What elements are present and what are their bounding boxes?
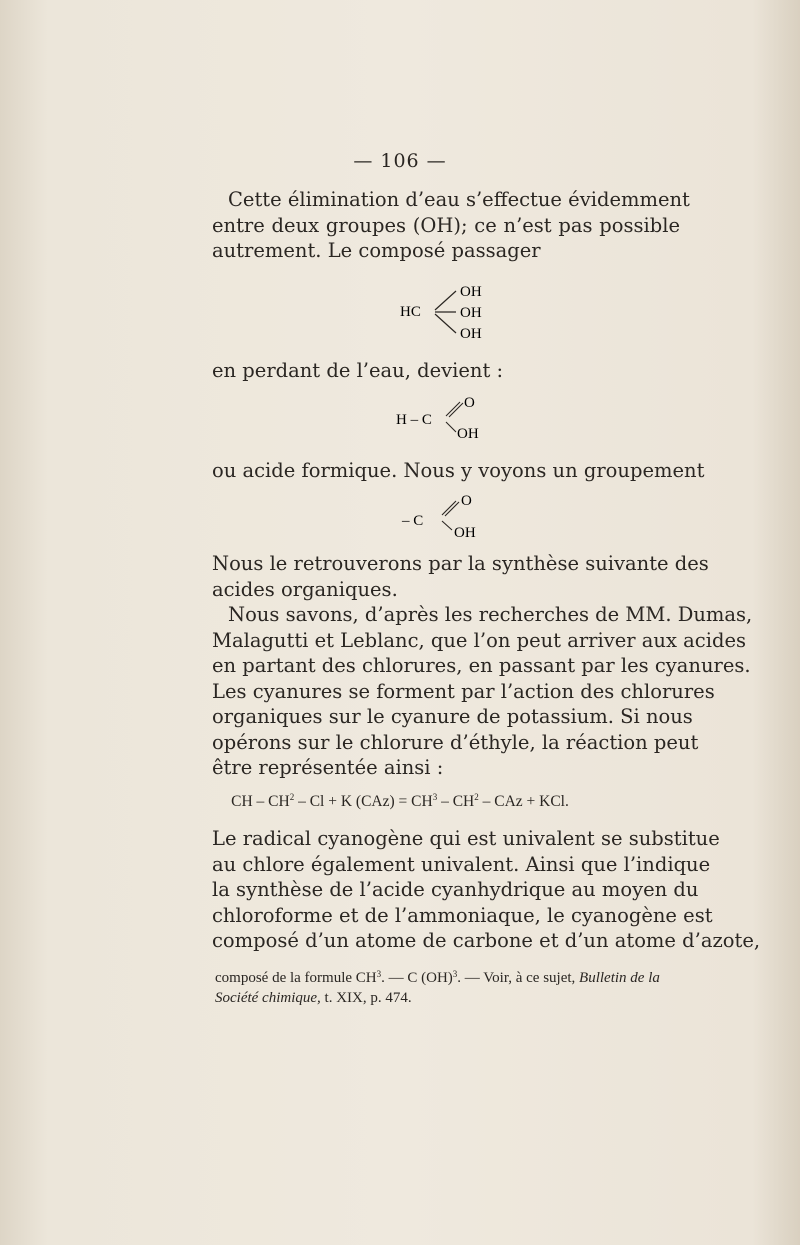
- text-line: acides organiques.: [212, 577, 398, 601]
- formula-bottom: OH: [457, 426, 479, 442]
- text-line: en perdant de l’eau, devient :: [212, 359, 504, 382]
- text-line: la synthèse de l’acide cyanhydrique au moyen du: [212, 878, 699, 901]
- formula-group: OH: [460, 326, 482, 342]
- text-line: Nous savons, d’après les recherches de MM. Dumas,: [228, 603, 753, 626]
- text-line: autrement. Le composé passager: [212, 239, 541, 262]
- formula-left: – C: [402, 513, 424, 529]
- paragraph-1: [212, 187, 690, 264]
- paragraph-4: [212, 551, 753, 781]
- formula-bottom: OH: [454, 525, 476, 541]
- formula-formic-acid: [394, 392, 504, 452]
- text-line: en partant des chlorures, en passant par les cyanures.: [212, 654, 751, 677]
- paragraph-2: [212, 358, 680, 384]
- reaction-equation: CH – $CH^2 - Cl + K$ $(CAz) = CH^3 - CH^2$ – CAz + KCl.: [231, 792, 569, 810]
- text-line: Nous le retrouverons par la synthèse suivante des: [212, 552, 709, 575]
- formula-group: OH: [460, 305, 482, 321]
- text-line: Malagutti et Leblanc, que l’on peut arriver aux acides: [212, 628, 746, 652]
- text-line: entre deux groupes (OH); ce n’est pas possible: [212, 213, 680, 237]
- formula-center: HC: [400, 304, 421, 320]
- text-line: opérons sur le chlorure d’éthyle, la réaction peut: [212, 730, 699, 754]
- text-line: ou acide formique. Nous y voyons un groupement: [212, 459, 705, 482]
- text-line: chloroforme et de l’ammoniaque, le cyanogène est: [212, 903, 713, 927]
- footnote: composé de la formule $CH^3$. — C (OH)$^3$. — Voir, à ce sujet, Bulletin de la Société chimique, t. XIX, p. 474.: [215, 969, 660, 1006]
- text-line: Les cyanures se forment par l’action des chlorures: [212, 679, 715, 703]
- paragraph-5: [212, 826, 761, 954]
- journal-title: Bulletin de la Société chimique,: [215, 970, 660, 1006]
- text-line: Cette élimination d’eau s’effectue évidemment: [228, 188, 690, 211]
- text-line: organiques sur le cyanure de potassium. Si nous: [212, 705, 693, 728]
- formula-group: OH: [460, 284, 482, 300]
- page-number: — 106 —: [353, 150, 447, 172]
- text-line: être représentée ainsi :: [212, 756, 444, 779]
- formula-carboxyl: [400, 487, 510, 552]
- formula-top: O: [464, 395, 475, 411]
- formula-top: O: [461, 493, 472, 509]
- text-line: au chlore également univalent. Ainsi que l’indique: [212, 852, 711, 876]
- text-line: Le radical cyanogène qui est univalent se substitue: [212, 827, 720, 850]
- formula-methanetriol: [398, 282, 498, 347]
- formula-left: H – C: [396, 412, 432, 428]
- text-line: composé d’un atome de carbone et d’un atome d’azote,: [212, 929, 761, 952]
- paragraph-3: [212, 458, 705, 484]
